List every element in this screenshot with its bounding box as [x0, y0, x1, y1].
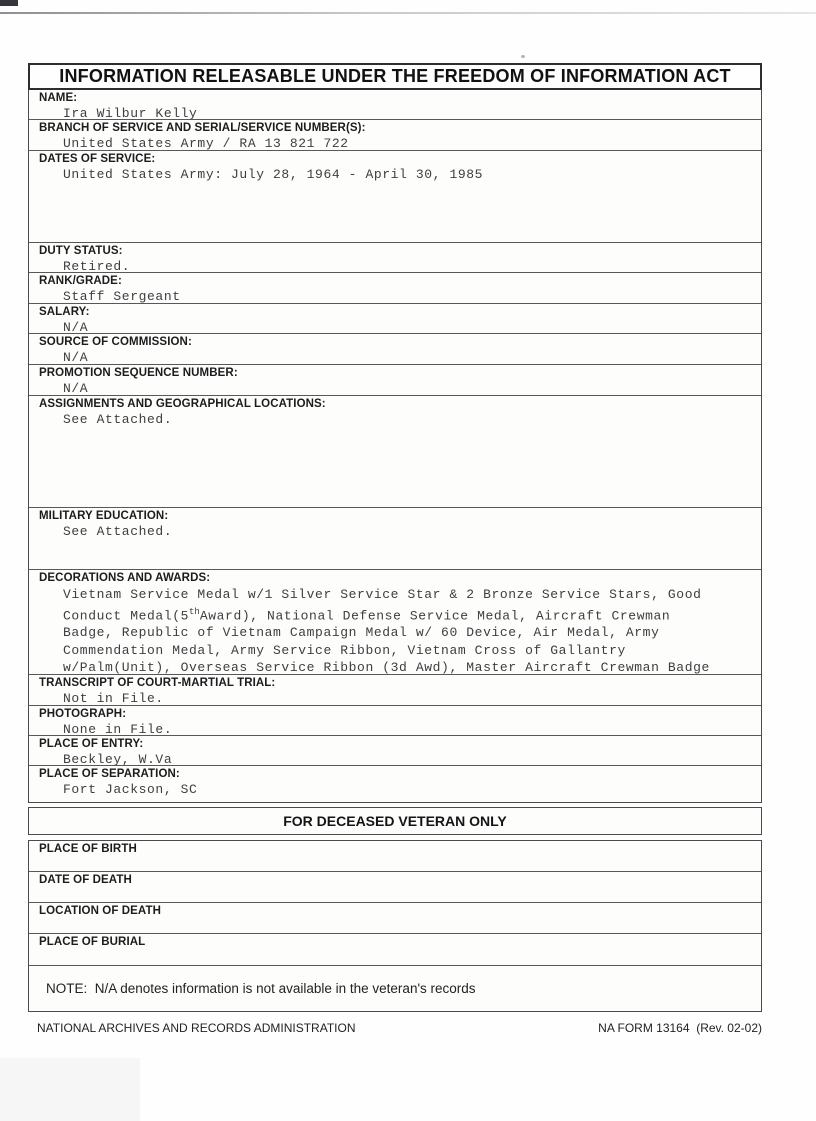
- field-row-decorations: [29, 569, 761, 674]
- field-label-place-of-separation: PLACE OF SEPARATION:: [39, 768, 180, 780]
- field-row-location-of-death: [29, 902, 761, 933]
- field-value-segment: Award), National Defense Service Medal, Aircraft Crewman: [199, 607, 671, 623]
- scan-artifact-corner: [0, 0, 18, 6]
- field-label-dates-of-service: DATES OF SERVICE:: [39, 153, 156, 165]
- form-footer: [28, 1021, 762, 1035]
- field-row-promotion-sequence-number: [29, 364, 761, 395]
- footer-agency-name: NATIONAL ARCHIVES AND RECORDS ADMINISTRATION: [37, 1021, 356, 1035]
- footer-form-number: NA FORM 13164 (Rev. 02-02): [598, 1021, 762, 1035]
- field-row-date-of-death: [29, 871, 761, 902]
- field-value-promotion-sequence-number: N/A: [63, 381, 89, 395]
- field-value-military-education: See Attached.: [63, 524, 173, 539]
- field-row-place-of-separation: [29, 765, 761, 802]
- field-value-dates-of-service: United States Army: July 28, 1964 - April 30, 1985: [63, 167, 484, 182]
- field-row-assignments: [29, 395, 761, 507]
- field-row-place-of-birth: [29, 841, 761, 871]
- field-value-salary: N/A: [63, 320, 89, 333]
- field-value-photograph: None in File.: [63, 722, 173, 735]
- field-label-source-of-commission: SOURCE OF COMMISSION:: [39, 336, 192, 348]
- superscript-text: th: [189, 606, 200, 617]
- scan-speck: [521, 55, 525, 58]
- scan-artifact-bottom-shade: [0, 1058, 140, 1121]
- field-row-rank-grade: [29, 272, 761, 303]
- field-row-name: [29, 90, 761, 119]
- field-value-line: w/Palm(Unit), Overseas Service Ribbon (3d Awd), Master Aircraft Crewman Badge: [63, 660, 710, 674]
- scan-artifact-top-line: [0, 12, 816, 14]
- field-label-court-martial: TRANSCRIPT OF COURT-MARTIAL TRIAL:: [39, 677, 276, 689]
- field-value-name: Ira Wilbur Kelly: [63, 106, 198, 119]
- field-label-place-of-birth: PLACE OF BIRTH: [39, 843, 137, 855]
- field-label-assignments: ASSIGNMENTS AND GEOGRAPHICAL LOCATIONS:: [39, 398, 326, 410]
- field-value-line: Badge, Republic of Vietnam Campaign Medal w/ 60 Device, Air Medal, Army: [63, 625, 660, 641]
- note-text: NOTE: N/A denotes information is not available in the veteran's records: [46, 981, 476, 996]
- field-row-military-education: [29, 507, 761, 569]
- field-label-salary: SALARY:: [39, 306, 90, 318]
- field-row-source-of-commission: [29, 333, 761, 364]
- note-row: [29, 965, 761, 1011]
- field-value-line: Vietnam Service Medal w/1 Silver Service Star & 2 Bronze Service Stars, Good: [63, 587, 702, 602]
- field-value-line: Commendation Medal, Army Service Ribbon, Vietnam Cross of Gallantry: [63, 642, 626, 658]
- field-label-rank-grade: RANK/GRADE:: [39, 275, 122, 287]
- field-label-name: NAME:: [39, 92, 78, 104]
- foia-form-document: [28, 63, 762, 1035]
- field-value-segment: Conduct Medal(5: [63, 607, 190, 623]
- form-title: INFORMATION RELEASABLE UNDER THE FREEDOM OF INFORMATION ACT: [28, 63, 762, 90]
- deceased-fields-table: [28, 840, 762, 1012]
- field-label-place-of-entry: PLACE OF ENTRY:: [39, 738, 144, 750]
- field-value-place-of-separation: Fort Jackson, SC: [63, 782, 198, 797]
- field-value-court-martial: Not in File.: [63, 691, 164, 705]
- field-label-promotion-sequence-number: PROMOTION SEQUENCE NUMBER:: [39, 367, 238, 379]
- field-label-place-of-burial: PLACE OF BURIAL: [39, 936, 146, 948]
- field-label-photograph: PHOTOGRAPH:: [39, 708, 127, 720]
- main-fields-table: [28, 90, 762, 803]
- field-row-place-of-entry: [29, 735, 761, 765]
- field-row-dates-of-service: [29, 150, 761, 242]
- deceased-section-header: FOR DECEASED VETERAN ONLY: [28, 807, 762, 835]
- field-label-military-education: MILITARY EDUCATION:: [39, 510, 169, 522]
- field-row-place-of-burial: [29, 933, 761, 965]
- field-label-location-of-death: LOCATION OF DEATH: [39, 905, 162, 917]
- field-label-duty-status: DUTY STATUS:: [39, 245, 123, 257]
- field-value-assignments: See Attached.: [63, 412, 173, 427]
- field-label-decorations: DECORATIONS AND AWARDS:: [39, 572, 211, 584]
- field-value-source-of-commission: N/A: [63, 350, 89, 364]
- field-row-duty-status: [29, 242, 761, 272]
- field-row-court-martial: [29, 674, 761, 705]
- field-value-rank-grade: Staff Sergeant: [63, 289, 181, 303]
- deceased-rows: [29, 841, 761, 965]
- field-row-branch-of-service: [29, 119, 761, 150]
- field-value-branch-of-service: United States Army / RA 13 821 722: [63, 136, 349, 150]
- field-row-photograph: [29, 705, 761, 735]
- field-value-duty-status: Retired.: [63, 259, 131, 272]
- field-row-salary: [29, 303, 761, 333]
- field-value-place-of-entry: Beckley, W.Va: [63, 752, 173, 765]
- field-label-date-of-death: DATE OF DEATH: [39, 874, 132, 886]
- field-value-decorations: [29, 586, 761, 674]
- field-label-branch-of-service: BRANCH OF SERVICE AND SERIAL/SERVICE NUMBER(S):: [39, 122, 366, 134]
- field-value-line: [63, 604, 761, 625]
